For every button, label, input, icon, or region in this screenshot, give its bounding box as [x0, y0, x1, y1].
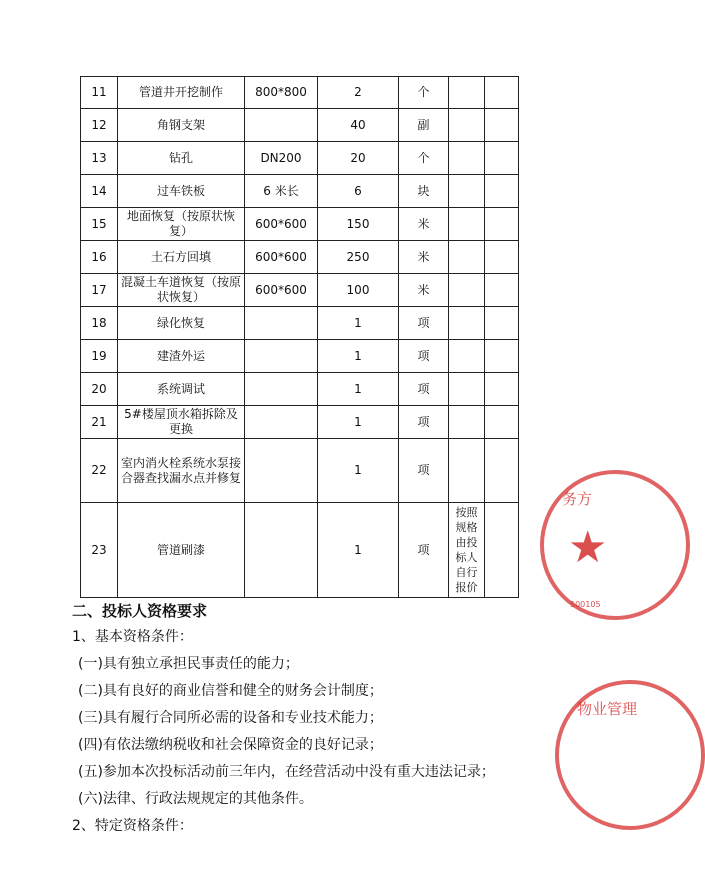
specific-conditions-title: 2、特定资格条件：: [72, 818, 193, 834]
cell-extra: [485, 503, 519, 598]
cell-qty: 250: [318, 241, 399, 274]
cell-no: 11: [81, 77, 118, 109]
table-row: [81, 241, 519, 274]
cell-spec: [245, 406, 318, 439]
cell-extra: [485, 175, 519, 208]
cell-extra: [485, 109, 519, 142]
seal-text: 务方: [562, 490, 593, 508]
table-row: [81, 307, 519, 340]
cell-name: 绿化恢复: [118, 307, 245, 340]
condition-item: (五)参加本次投标活动前三年内，在经营活动中没有重大违法记录；: [78, 764, 495, 780]
cell-no: 16: [81, 241, 118, 274]
table-row: [81, 439, 519, 503]
cell-no: 20: [81, 373, 118, 406]
cell-qty: 100: [318, 274, 399, 307]
table-row: [81, 503, 519, 598]
cell-qty: 1: [318, 503, 399, 598]
condition-item: (二)具有良好的商业信誉和健全的财务会计制度；: [78, 683, 383, 699]
cell-name: 管道井开挖制作: [118, 77, 245, 109]
cell-name: 混凝土车道恢复（按原状恢复）: [118, 274, 245, 307]
cell-extra: [485, 241, 519, 274]
cell-spec: 6 米长: [245, 175, 318, 208]
cell-name: 过车铁板: [118, 175, 245, 208]
cell-extra: [485, 307, 519, 340]
condition-item: (四)有依法缴纳税收和社会保障资金的良好记录；: [78, 737, 383, 753]
cell-note: [449, 208, 485, 241]
cell-unit: 项: [399, 307, 449, 340]
cell-unit: 项: [399, 373, 449, 406]
cell-note: [449, 373, 485, 406]
cell-name: 5#楼屋顶水箱拆除及更换: [118, 406, 245, 439]
table-row: [81, 175, 519, 208]
cell-spec: 800*800: [245, 77, 318, 109]
basic-conditions-list: [72, 651, 532, 813]
condition-item: (一)具有独立承担民事责任的能力；: [78, 656, 299, 672]
cell-unit: 米: [399, 208, 449, 241]
table-row: [81, 77, 519, 109]
cell-unit: 米: [399, 274, 449, 307]
cell-extra: [485, 340, 519, 373]
cell-extra: [485, 77, 519, 109]
cell-no: 15: [81, 208, 118, 241]
cell-note: [449, 340, 485, 373]
cell-extra: [485, 439, 519, 503]
condition-item: (六)法律、行政法规规定的其他条件。: [78, 791, 313, 807]
cell-no: 23: [81, 503, 118, 598]
cell-extra: [485, 208, 519, 241]
cell-qty: 1: [318, 307, 399, 340]
cell-unit: 副: [399, 109, 449, 142]
cell-note: [449, 77, 485, 109]
seal-text: 物业管理: [577, 700, 638, 718]
cell-unit: 项: [399, 340, 449, 373]
star-icon: ★: [568, 522, 608, 573]
cell-note: [449, 241, 485, 274]
cell-spec: [245, 340, 318, 373]
cell-no: 21: [81, 406, 118, 439]
cell-note: [449, 307, 485, 340]
cell-no: 12: [81, 109, 118, 142]
cell-unit: 项: [399, 439, 449, 503]
table-row: [81, 274, 519, 307]
cell-no: 18: [81, 307, 118, 340]
table-row: [81, 340, 519, 373]
cell-unit: 米: [399, 241, 449, 274]
cell-spec: 600*600: [245, 208, 318, 241]
cell-extra: [485, 274, 519, 307]
cell-spec: [245, 439, 318, 503]
cell-extra: [485, 142, 519, 175]
cell-unit: 个: [399, 142, 449, 175]
cell-name: 建渣外运: [118, 340, 245, 373]
cell-qty: 2: [318, 77, 399, 109]
cell-no: 13: [81, 142, 118, 175]
cell-spec: [245, 109, 318, 142]
cell-note: [449, 175, 485, 208]
cell-note: [449, 142, 485, 175]
table-row: [81, 142, 519, 175]
cell-no: 14: [81, 175, 118, 208]
cell-note: 按照规格由投标人自行报价: [449, 503, 485, 598]
cell-extra: [485, 373, 519, 406]
bidder-requirements: [72, 598, 532, 840]
cell-note: [449, 274, 485, 307]
cell-name: 角钢支架: [118, 109, 245, 142]
bid-items-table: [80, 76, 519, 598]
cell-qty: 1: [318, 340, 399, 373]
cell-qty: 1: [318, 406, 399, 439]
cell-qty: 1: [318, 439, 399, 503]
cell-name: 土石方回填: [118, 241, 245, 274]
cell-name: 地面恢复（按原状恢复）: [118, 208, 245, 241]
company-seal-top: [540, 470, 690, 620]
cell-unit: 块: [399, 175, 449, 208]
cell-qty: 1: [318, 373, 399, 406]
seal-code: 500105: [570, 600, 601, 609]
cell-qty: 6: [318, 175, 399, 208]
cell-qty: 150: [318, 208, 399, 241]
cell-extra: [485, 406, 519, 439]
cell-unit: 项: [399, 503, 449, 598]
condition-item: (三)具有履行合同所必需的设备和专业技术能力；: [78, 710, 383, 726]
table-row: [81, 208, 519, 241]
cell-spec: 600*600: [245, 241, 318, 274]
company-seal-bottom: [555, 680, 705, 830]
cell-qty: 40: [318, 109, 399, 142]
table-row: [81, 406, 519, 439]
cell-qty: 20: [318, 142, 399, 175]
cell-name: 室内消火栓系统水泵接合器查找漏水点并修复: [118, 439, 245, 503]
cell-spec: DN200: [245, 142, 318, 175]
cell-note: [449, 109, 485, 142]
cell-spec: 600*600: [245, 274, 318, 307]
cell-name: 系统调试: [118, 373, 245, 406]
cell-name: 管道刷漆: [118, 503, 245, 598]
cell-unit: 项: [399, 406, 449, 439]
cell-note: [449, 406, 485, 439]
cell-unit: 个: [399, 77, 449, 109]
cell-spec: [245, 307, 318, 340]
cell-note: [449, 439, 485, 503]
cell-spec: [245, 373, 318, 406]
cell-name: 钻孔: [118, 142, 245, 175]
cell-spec: [245, 503, 318, 598]
basic-conditions-title: 1、基本资格条件：: [72, 629, 193, 645]
cell-no: 22: [81, 439, 118, 503]
section-heading: 二、投标人资格要求: [72, 602, 208, 620]
table-row: [81, 373, 519, 406]
cell-no: 19: [81, 340, 118, 373]
table-row: [81, 109, 519, 142]
cell-no: 17: [81, 274, 118, 307]
